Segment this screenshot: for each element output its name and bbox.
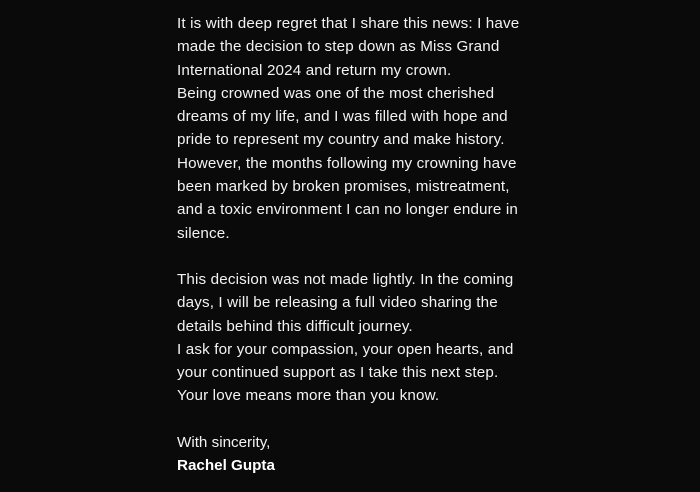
statement-signoff: With sincerity, [177, 433, 271, 451]
statement-paragraph: Being crowned was one of the most cherished dreams of my life, and I was filled with hope and pride to represent my country and make history. [177, 84, 508, 149]
statement-paragraph: It is with deep regret that I share this news: I have made the decision to step down as Miss Grand International 2024 and return my crown. [177, 15, 520, 79]
statement-paragraph: This decision was not made lightly. In the coming days, I will be releasing a full video sharing the details behind this difficult journey. [177, 270, 514, 335]
paragraph-spacer [177, 408, 525, 431]
statement-signature: Rachel Gupta [177, 457, 275, 475]
paragraph-spacer [177, 245, 525, 268]
statement-paragraph: I ask for your compassion, your open hearts, and your continued support as I take this next step. [177, 340, 514, 382]
statement-text-block [177, 12, 525, 477]
statement-paragraph: However, the months following my crowning have been marked by broken promises, mistreatment, and a toxic environment I can no longer endure in silence. [177, 154, 518, 242]
statement-paragraph: Your love means more than you know. [177, 387, 440, 405]
